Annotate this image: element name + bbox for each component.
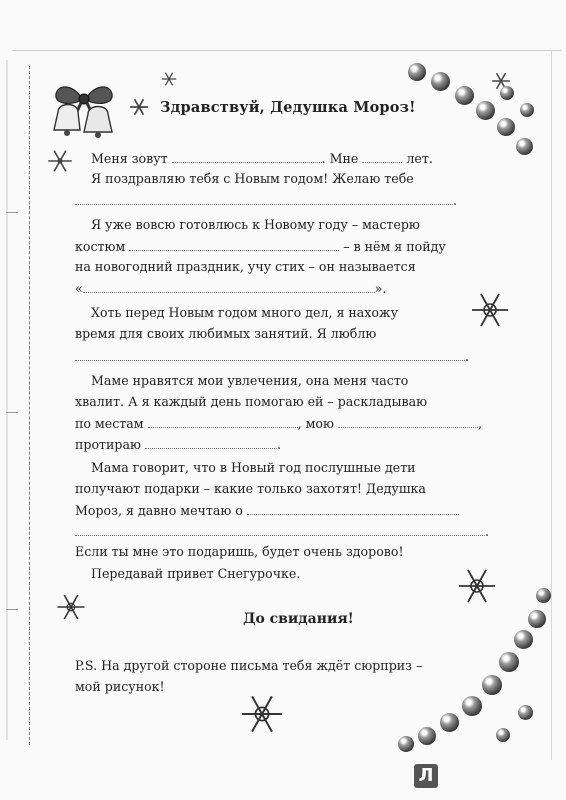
- bead: [418, 727, 436, 745]
- poem-blank[interactable]: [83, 280, 375, 293]
- margin-tick: [6, 212, 18, 213]
- text-line: Если ты мне это подаришь, будет очень здорово!: [75, 544, 404, 559]
- text: «: [75, 281, 83, 296]
- text-line: [75, 436, 281, 453]
- margin-tick: [6, 609, 18, 610]
- letter-title: Здравствуй, Дедушка Мороз!: [160, 99, 416, 116]
- bead: [431, 72, 450, 91]
- binding-edge: [6, 60, 8, 740]
- text: .: [465, 349, 470, 364]
- wipe-blank[interactable]: [145, 436, 277, 449]
- bead: [520, 103, 534, 117]
- bead: [398, 736, 414, 752]
- farewell-heading: До свидания!: [243, 611, 354, 627]
- bead: [499, 652, 519, 672]
- page-edge: [12, 50, 562, 51]
- text-line: получают подарки – какие только захотят! Дедушка: [75, 481, 426, 496]
- bead: [500, 86, 514, 100]
- snowflake-icon: [47, 148, 73, 174]
- text: Меня зовут: [91, 151, 168, 166]
- snowflake-icon: [457, 566, 497, 606]
- bead: [518, 705, 533, 720]
- bead: [482, 675, 502, 695]
- hobby-blank[interactable]: [75, 348, 465, 361]
- text: протираю: [75, 437, 141, 452]
- wash-blank[interactable]: [338, 415, 478, 428]
- text-line: Передавай привет Снегурочке.: [91, 566, 301, 581]
- bead: [408, 63, 426, 81]
- bead: [536, 588, 551, 603]
- text-line: [75, 238, 446, 255]
- text-line: [75, 415, 482, 432]
- text: , мою: [297, 416, 334, 431]
- dream-blank[interactable]: [247, 502, 459, 515]
- snowflake-icon: [160, 70, 178, 88]
- text-line: Хоть перед Новым годом много дел, я нахожу: [91, 305, 398, 320]
- costume-blank[interactable]: [129, 238, 339, 251]
- cut-line: [29, 66, 30, 745]
- page-edge-right: [551, 50, 552, 760]
- ps-line: P.S. На другой стороне письма тебя ждёт сюрприз –: [75, 658, 423, 673]
- margin-tick: [6, 412, 18, 413]
- bead: [514, 630, 533, 649]
- ps-line: мой рисунок!: [75, 679, 165, 694]
- text-line: время для своих любимых занятий. Я люблю: [75, 326, 377, 341]
- bead: [455, 86, 474, 105]
- text: .: [485, 524, 490, 539]
- publisher-logo: Л: [414, 764, 438, 788]
- text-line: Маме нравятся мои увлечения, она меня часто: [91, 373, 409, 388]
- dream-blank-2[interactable]: [75, 523, 485, 536]
- text-line: Я уже вовсю готовлюсь к Новому году – мастерю: [91, 217, 420, 232]
- text-line: [75, 192, 457, 209]
- tidy-blank[interactable]: [148, 415, 298, 428]
- text-line: Я поздравляю тебя с Новым годом! Желаю тебе: [91, 171, 414, 186]
- snowflake-icon: [56, 592, 86, 622]
- text-line: [75, 348, 469, 365]
- text: .: [453, 193, 458, 208]
- bead: [516, 138, 533, 155]
- bead: [440, 713, 459, 732]
- text: ».: [374, 281, 387, 296]
- text-line: [75, 523, 489, 540]
- text-line: хвалит. А я каждый день помогаю ей – раскладываю: [75, 394, 428, 409]
- bead: [476, 101, 495, 120]
- text-line: на новогодний праздник, учу стих – он называется: [75, 259, 416, 274]
- text: костюм: [75, 239, 126, 254]
- bead: [496, 728, 510, 742]
- text-line: Мама говорит, что в Новый год послушные дети: [91, 460, 416, 475]
- text-line: [75, 502, 459, 519]
- bells-icon: [44, 76, 124, 142]
- bead: [528, 610, 546, 628]
- bead: [497, 118, 515, 136]
- text: лет.: [406, 151, 433, 166]
- text: Мороз, я давно мечтаю о: [75, 503, 243, 518]
- snowflake-icon: [470, 290, 510, 330]
- text: .: [276, 437, 281, 452]
- text-line: [75, 280, 386, 297]
- text: . Мне: [321, 151, 359, 166]
- text-line: [91, 150, 433, 167]
- text: по местам: [75, 416, 144, 431]
- bead: [462, 696, 482, 716]
- snowflake-icon: [240, 692, 284, 736]
- text: ,: [477, 416, 482, 431]
- age-blank[interactable]: [362, 150, 402, 163]
- snowflake-icon: [128, 96, 150, 118]
- wish-blank[interactable]: [75, 192, 453, 205]
- name-blank[interactable]: [172, 150, 322, 163]
- text: – в нём я пойду: [343, 239, 446, 254]
